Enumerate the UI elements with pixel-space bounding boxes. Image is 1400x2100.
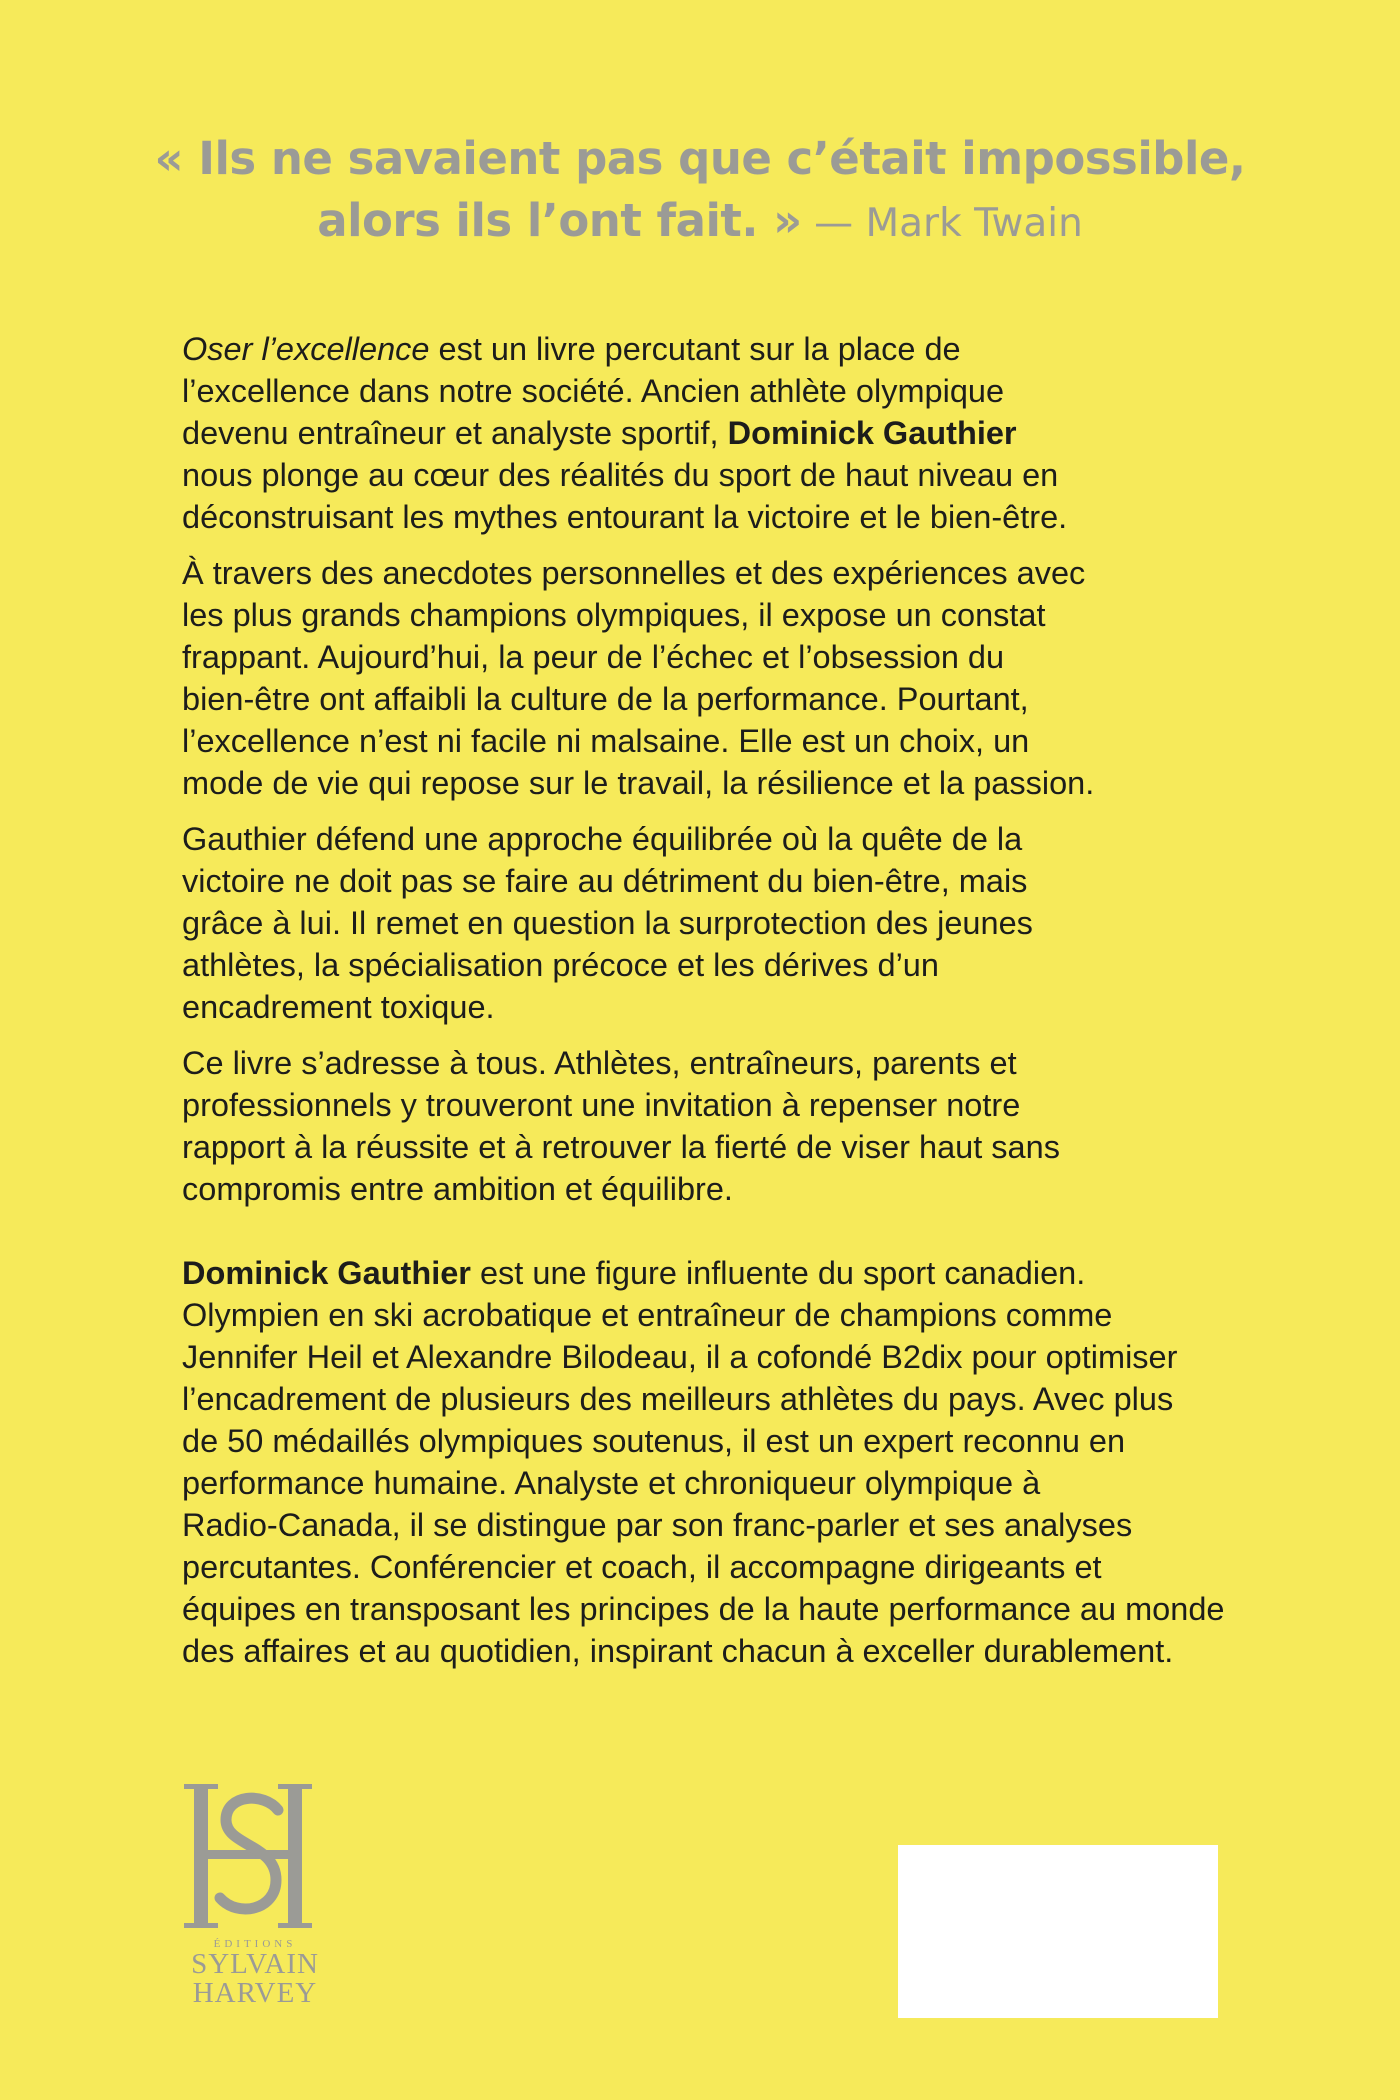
- para-line: Jennifer Heil et Alexandre Bilodeau, il a cofondé B2dix pour optimiser: [182, 1339, 1178, 1375]
- para-line: l’encadrement de plusieurs des meilleurs athlètes du pays. Avec plus: [182, 1381, 1174, 1417]
- para-line: encadrement toxique.: [182, 989, 495, 1025]
- para-line: professionnels y trouveront une invitation à repenser notre: [182, 1087, 1021, 1123]
- book-title: Oser l’excellence: [182, 331, 430, 367]
- para-line: l’excellence n’est ni facile ni malsaine. Elle est un choix, un: [182, 723, 1030, 759]
- description-paragraph-2: [182, 552, 1242, 804]
- description-paragraph-4: [182, 1042, 1242, 1210]
- para-line: Gauthier défend une approche équilibrée où la quête de la: [182, 821, 1023, 857]
- para-line: déconstruisant les mythes entourant la victoire et le bien-être.: [182, 499, 1068, 535]
- para-line: compromis entre ambition et équilibre.: [182, 1171, 733, 1207]
- publisher-label: ÉDITIONS: [213, 1938, 297, 1950]
- para-line: [182, 328, 1242, 370]
- para-line: percutantes. Conférencier et coach, il accompagne dirigeants et: [182, 1549, 1102, 1585]
- publisher-logo: [180, 1780, 330, 2020]
- para-line: Olympien en ski acrobatique et entraîneur de champions comme: [182, 1297, 1113, 1333]
- para-line: À travers des anecdotes personnelles et des expériences avec: [182, 555, 1086, 591]
- publisher-name-2: HARVEY: [192, 1977, 318, 2009]
- barcode-area: [898, 1845, 1218, 2018]
- para-text: devenu entraîneur et analyste sportif,: [182, 415, 728, 451]
- para-line: équipes en transposant les principes de la haute performance au monde: [182, 1591, 1225, 1627]
- para-line: nous plonge au cœur des réalités du sport de haut niveau en: [182, 457, 1059, 493]
- para-line: grâce à lui. Il remet en question la surprotection des jeunes: [182, 905, 1033, 941]
- epigraph-quote: [120, 128, 1280, 255]
- para-line: rapport à la réussite et à retrouver la fierté de viser haut sans: [182, 1129, 1060, 1165]
- bio-author-name: Dominick Gauthier: [182, 1255, 471, 1291]
- para-line: frappant. Aujourd’hui, la peur de l’échec et l’obsession du: [182, 639, 1005, 675]
- para-line: de 50 médaillés olympiques soutenus, il est un expert reconnu en: [182, 1423, 1126, 1459]
- para-line: athlètes, la spécialisation précoce et les dérives d’un: [182, 947, 939, 983]
- para-text: est une figure influente du sport canadien.: [470, 1255, 1086, 1291]
- para-line: bien-être ont affaibli la culture de la performance. Pourtant,: [182, 681, 1029, 717]
- para-line: mode de vie qui repose sur le travail, la résilience et la passion.: [182, 765, 1095, 801]
- para-line: Radio-Canada, il se distingue par son franc-parler et ses analyses: [182, 1507, 1133, 1543]
- description-paragraph-3: [182, 818, 1242, 1028]
- para-line: les plus grands champions olympiques, il expose un constat: [182, 597, 1046, 633]
- quote-author: — Mark Twain: [801, 201, 1083, 246]
- hs-monogram-icon: [180, 1780, 330, 1932]
- para-text: est un livre percutant sur la place de: [429, 331, 961, 367]
- para-line: [182, 412, 1242, 454]
- publisher-name-1: SYLVAIN: [191, 1948, 319, 1980]
- para-line: des affaires et au quotidien, inspirant chacun à exceller durablement.: [182, 1633, 1174, 1669]
- quote-line-2: [120, 190, 1280, 255]
- para-line: [182, 1252, 1242, 1294]
- description-paragraph-1: [182, 328, 1242, 538]
- back-cover-text: [182, 328, 1242, 1686]
- para-line: Ce livre s’adresse à tous. Athlètes, entraîneurs, parents et: [182, 1045, 1017, 1081]
- para-line: victoire ne doit pas se faire au détriment du bien-être, mais: [182, 863, 1028, 899]
- author-name: Dominick Gauthier: [727, 415, 1017, 451]
- para-line: l’excellence dans notre société. Ancien athlète olympique: [182, 373, 1005, 409]
- quote-line-2-text: alors ils l’ont fait. »: [317, 194, 802, 247]
- author-bio: [182, 1252, 1242, 1672]
- para-line: performance humaine. Analyste et chroniqueur olympique à: [182, 1465, 1041, 1501]
- quote-line-1: « Ils ne savaient pas que c’était impossible,: [154, 132, 1246, 185]
